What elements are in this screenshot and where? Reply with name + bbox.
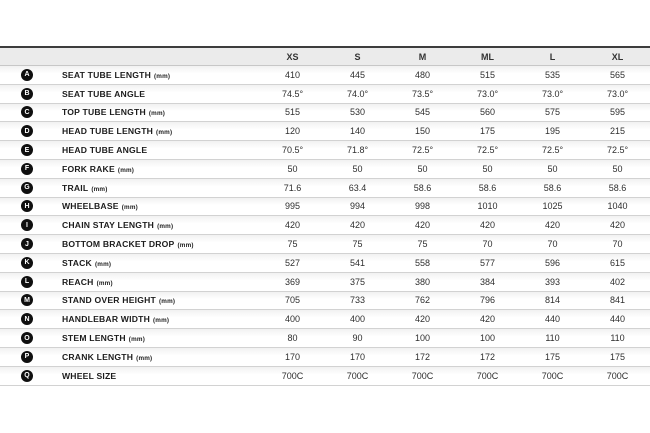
row-label-cell	[0, 273, 260, 291]
value-cell-xl: 440	[609, 314, 626, 325]
value-cell-xl: 595	[609, 107, 626, 118]
value-cell-s: 541	[349, 257, 366, 268]
value-cell-xl: 50	[612, 163, 623, 174]
row-letter-badge: P	[21, 351, 33, 363]
row-unit-label: (mm)	[91, 185, 108, 193]
table-row-n	[0, 310, 650, 329]
value-cell-xl: 841	[609, 295, 626, 306]
value-cell-ml: 172	[479, 351, 496, 362]
value-cell-l: 73.0°	[541, 88, 564, 99]
value-cell-xs: 369	[284, 276, 301, 287]
table-row-i	[0, 216, 650, 235]
value-cell-s: 74.0°	[346, 88, 369, 99]
value-cell-s: 50	[352, 163, 363, 174]
value-cell-s: 700C	[346, 370, 369, 381]
value-cell-ml: 577	[479, 257, 496, 268]
value-cell-s: 71.8°	[346, 145, 369, 156]
row-unit-label: (mm)	[128, 336, 145, 344]
row-unit-label: (mm)	[158, 298, 176, 306]
row-label-cell	[0, 85, 260, 103]
value-cell-m: 50	[417, 163, 428, 174]
row-label-cell	[0, 104, 260, 122]
value-cell-l: 814	[544, 295, 561, 306]
row-letter-badge: E	[21, 144, 33, 156]
row-letter-badge: O	[21, 332, 33, 344]
table-row-e	[0, 141, 650, 160]
row-label: HEAD TUBE ANGLE	[62, 145, 148, 156]
table-row-f	[0, 160, 650, 179]
value-cell-xs: 420	[284, 220, 301, 231]
table-row-l	[0, 273, 650, 292]
value-cell-l: 70	[547, 239, 558, 250]
value-cell-l: 575	[544, 107, 561, 118]
row-letter-badge: M	[21, 294, 33, 306]
row-label-cell	[0, 254, 260, 272]
value-cell-m: 172	[414, 351, 431, 362]
value-cell-l: 175	[544, 351, 561, 362]
row-label: WHEELBASE (mm)	[62, 201, 138, 212]
value-cell-xs: 515	[284, 107, 301, 118]
row-label: SEAT TUBE LENGTH (mm)	[62, 69, 171, 80]
row-label-cell	[0, 160, 260, 178]
row-label-cell	[0, 179, 260, 197]
value-cell-xl: 70	[612, 239, 623, 250]
value-cell-m: 73.5°	[411, 88, 434, 99]
value-cell-xl: 58.6	[608, 182, 627, 193]
row-letter-badge: J	[21, 238, 33, 250]
value-cell-l: 1025	[542, 201, 563, 212]
value-cell-ml: 384	[479, 276, 496, 287]
row-unit-label: (mm)	[177, 242, 194, 250]
row-label-cell	[0, 348, 260, 366]
column-header-s: S	[354, 51, 361, 62]
header-label-spacer	[0, 48, 260, 65]
value-cell-ml: 70	[482, 239, 493, 250]
row-label: HANDLEBAR WIDTH (mm)	[62, 314, 170, 325]
row-unit-label: (mm)	[152, 317, 170, 325]
value-cell-s: 75	[352, 239, 363, 250]
value-cell-m: 420	[414, 220, 431, 231]
value-cell-xs: 71.6	[283, 182, 302, 193]
value-cell-xl: 420	[609, 220, 626, 231]
row-label-cell	[0, 122, 260, 140]
value-cell-xl: 175	[609, 351, 626, 362]
row-letter-badge: D	[21, 125, 33, 137]
value-cell-ml: 420	[479, 314, 496, 325]
value-cell-m: 700C	[411, 370, 434, 381]
row-unit-label: (mm)	[117, 166, 135, 174]
row-unit-label: (mm)	[96, 279, 113, 287]
value-cell-xl: 110	[610, 333, 625, 344]
value-cell-ml: 72.5°	[476, 145, 499, 156]
row-letter-badge: F	[21, 163, 33, 175]
row-label-cell	[0, 235, 260, 253]
table-row-a	[0, 66, 650, 85]
value-cell-s: 733	[349, 295, 366, 306]
value-cell-xl: 215	[609, 126, 626, 137]
value-cell-l: 58.6	[543, 182, 562, 193]
row-label: TOP TUBE LENGTH (mm)	[62, 107, 166, 118]
value-cell-s: 445	[349, 69, 366, 80]
row-letter-badge: Q	[21, 370, 33, 382]
row-label: HEAD TUBE LENGTH (mm)	[62, 126, 173, 137]
table-header-row	[0, 48, 650, 66]
value-cell-xs: 80	[287, 333, 298, 344]
value-cell-ml: 50	[482, 163, 493, 174]
column-header-ml: ML	[481, 51, 494, 62]
row-label: CHAIN STAY LENGTH (mm)	[62, 220, 174, 231]
row-letter-badge: G	[21, 182, 33, 194]
value-cell-xs: 700C	[281, 370, 304, 381]
value-cell-xl: 72.5°	[606, 145, 629, 156]
row-unit-label: (mm)	[148, 110, 166, 118]
table-row-h	[0, 198, 650, 217]
value-cell-ml: 100	[479, 333, 496, 344]
value-cell-s: 420	[349, 220, 366, 231]
value-cell-l: 393	[544, 276, 561, 287]
value-cell-ml: 58.6	[478, 182, 497, 193]
row-label: STAND OVER HEIGHT (mm)	[62, 295, 176, 306]
value-cell-m: 75	[417, 239, 428, 250]
table-row-b	[0, 85, 650, 104]
value-cell-l: 596	[544, 257, 561, 268]
value-cell-s: 994	[349, 201, 366, 212]
value-cell-ml: 796	[479, 295, 496, 306]
row-letter-badge: L	[21, 276, 33, 288]
value-cell-ml: 560	[479, 107, 496, 118]
value-cell-s: 140	[349, 126, 366, 137]
row-label-cell	[0, 310, 260, 328]
value-cell-s: 63.4	[348, 182, 367, 193]
value-cell-ml: 700C	[476, 370, 499, 381]
value-cell-m: 480	[414, 69, 431, 80]
value-cell-m: 380	[414, 276, 431, 287]
row-letter-badge: I	[21, 219, 33, 231]
table-row-k	[0, 254, 650, 273]
value-cell-l: 110	[545, 333, 560, 344]
value-cell-s: 90	[352, 333, 363, 344]
row-unit-label: (mm)	[156, 129, 173, 137]
row-label: REACH (mm)	[62, 276, 113, 287]
value-cell-xl: 565	[609, 69, 626, 80]
value-cell-s: 375	[349, 276, 366, 287]
value-cell-s: 170	[349, 351, 366, 362]
geometry-table	[0, 46, 650, 386]
value-cell-xl: 1040	[607, 201, 628, 212]
table-row-p	[0, 348, 650, 367]
value-cell-xs: 74.5°	[281, 88, 304, 99]
row-unit-label: (mm)	[121, 204, 138, 212]
value-cell-m: 100	[414, 333, 431, 344]
value-cell-l: 420	[544, 220, 561, 231]
value-cell-m: 72.5°	[411, 145, 434, 156]
value-cell-ml: 515	[479, 69, 496, 80]
row-letter-badge: A	[21, 69, 33, 81]
table-row-q	[0, 367, 650, 386]
value-cell-xs: 50	[287, 163, 298, 174]
table-row-j	[0, 235, 650, 254]
value-cell-s: 530	[349, 107, 366, 118]
row-label-cell	[0, 329, 260, 347]
value-cell-m: 558	[414, 257, 431, 268]
value-cell-xs: 120	[284, 126, 301, 137]
value-cell-ml: 73.0°	[476, 88, 499, 99]
row-unit-label: (mm)	[136, 354, 153, 362]
row-label-cell	[0, 198, 260, 216]
row-letter-badge: H	[21, 200, 33, 212]
value-cell-xl: 615	[609, 257, 626, 268]
value-cell-m: 762	[414, 295, 431, 306]
row-letter-badge: C	[21, 106, 33, 118]
value-cell-l: 535	[544, 69, 561, 80]
table-row-m	[0, 292, 650, 311]
value-cell-ml: 1010	[477, 201, 498, 212]
row-letter-badge: K	[21, 257, 33, 269]
value-cell-xs: 400	[284, 314, 301, 325]
value-cell-l: 72.5°	[541, 145, 564, 156]
value-cell-s: 400	[349, 314, 366, 325]
value-cell-m: 998	[414, 201, 431, 212]
row-label: WHEEL SIZE	[62, 370, 117, 381]
row-label-cell	[0, 216, 260, 234]
row-label: STEM LENGTH (mm)	[62, 333, 145, 344]
column-header-m: M	[418, 51, 427, 62]
table-row-g	[0, 179, 650, 198]
row-label: BOTTOM BRACKET DROP (mm)	[62, 239, 194, 250]
value-cell-l: 195	[544, 126, 561, 137]
column-header-l: L	[549, 51, 556, 62]
row-label-cell	[0, 292, 260, 310]
value-cell-l: 700C	[541, 370, 564, 381]
value-cell-ml: 420	[479, 220, 496, 231]
value-cell-xs: 527	[284, 257, 301, 268]
row-letter-badge: N	[21, 313, 33, 325]
value-cell-xs: 995	[284, 201, 301, 212]
table-row-o	[0, 329, 650, 348]
value-cell-m: 150	[414, 126, 431, 137]
row-unit-label: (mm)	[153, 72, 171, 80]
value-cell-m: 58.6	[413, 182, 432, 193]
value-cell-xl: 402	[609, 276, 626, 287]
value-cell-xs: 70.5°	[281, 145, 304, 156]
row-label: CRANK LENGTH (mm)	[62, 351, 153, 362]
value-cell-l: 50	[547, 163, 558, 174]
value-cell-xl: 73.0°	[606, 88, 629, 99]
row-label-cell	[0, 66, 260, 84]
row-unit-label: (mm)	[157, 223, 174, 231]
row-label: FORK RAKE (mm)	[62, 163, 135, 174]
row-unit-label: (mm)	[94, 260, 112, 268]
value-cell-ml: 175	[479, 126, 496, 137]
value-cell-xl: 700C	[606, 370, 629, 381]
row-label: TRAIL (mm)	[62, 182, 108, 193]
value-cell-xs: 705	[284, 295, 301, 306]
row-letter-badge: B	[21, 88, 33, 100]
row-label-cell	[0, 141, 260, 159]
column-header-xs: XS	[286, 51, 299, 62]
row-label: STACK (mm)	[62, 257, 112, 268]
value-cell-xs: 75	[287, 239, 298, 250]
value-cell-xs: 170	[284, 351, 301, 362]
column-header-xl: XL	[611, 51, 624, 62]
value-cell-m: 420	[414, 314, 431, 325]
value-cell-xs: 410	[284, 69, 301, 80]
row-label-cell	[0, 367, 260, 385]
value-cell-m: 545	[414, 107, 431, 118]
table-row-d	[0, 122, 650, 141]
value-cell-l: 440	[544, 314, 561, 325]
table-row-c	[0, 104, 650, 123]
row-label: SEAT TUBE ANGLE	[62, 88, 146, 99]
